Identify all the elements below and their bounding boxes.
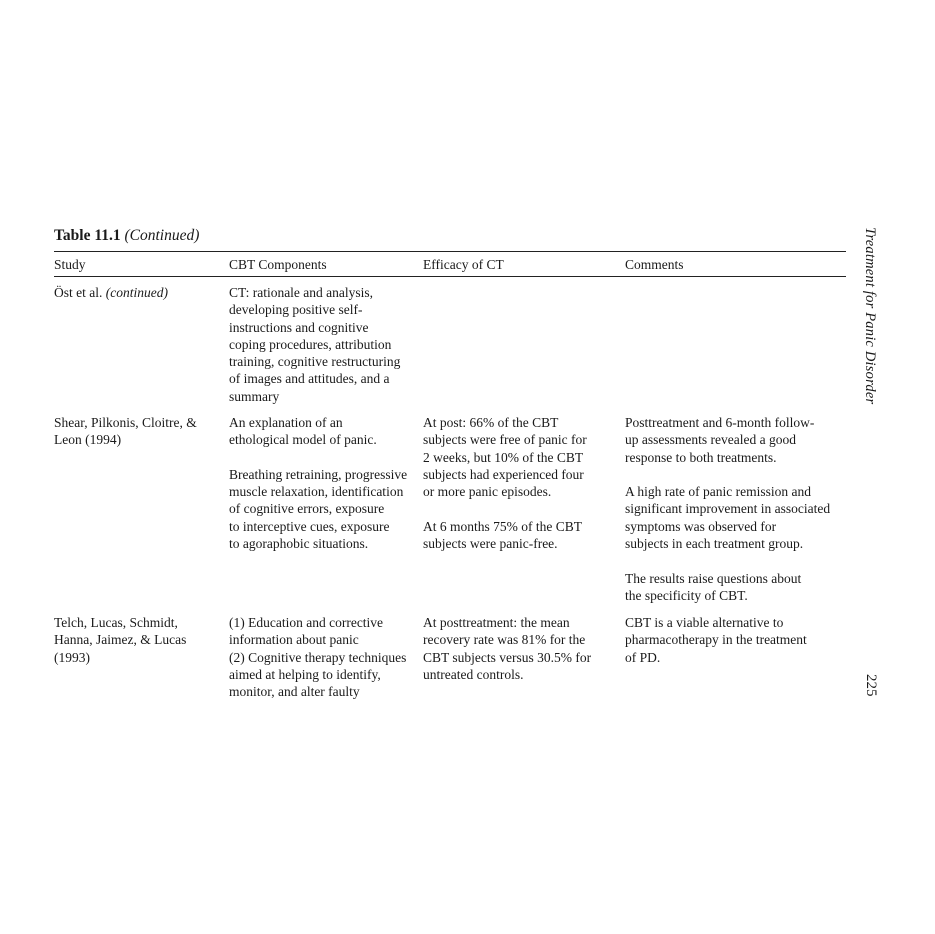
page-number: 225 xyxy=(863,674,879,697)
table-continued-note: (Continued) xyxy=(124,227,200,244)
paragraph-gap xyxy=(229,449,407,466)
row3-components xyxy=(229,614,406,700)
row3-comments-line: pharmacotherapy in the treatment xyxy=(625,632,807,648)
row2-components-line: to agoraphobic situations. xyxy=(229,536,369,552)
row2-comments-line: response to both treatments. xyxy=(625,449,777,465)
row1-components-line: instructions and cognitive xyxy=(229,319,369,335)
row2-comments-line: Posttreatment and 6-month follow- xyxy=(625,415,815,430)
row2-components-line: Breathing retraining, progressive xyxy=(229,466,408,482)
row2-efficacy-line: subjects were panic-free. xyxy=(423,536,558,552)
header-comments: Comments xyxy=(625,257,684,272)
row2-comments-line: A high rate of panic remission and xyxy=(625,484,811,500)
row2-efficacy-line: At 6 months 75% of the CBT xyxy=(423,518,582,534)
row2-components-line: ethological model of panic. xyxy=(229,432,377,448)
row2-comments-line: up assessments revealed a good xyxy=(625,432,796,448)
header-efficacy: Efficacy of CT xyxy=(423,257,504,272)
row2-comments-line: significant improvement in associated xyxy=(625,501,831,517)
row2-efficacy xyxy=(423,414,587,552)
row3-comments xyxy=(625,614,807,666)
paragraph-gap xyxy=(423,500,587,517)
row3-efficacy-line: untreated controls. xyxy=(423,666,524,682)
row2-components-line: An explanation of an xyxy=(229,415,343,430)
row3-efficacy-line: recovery rate was 81% for the xyxy=(423,632,586,648)
table-caption xyxy=(54,227,199,245)
row3-components-line: aimed at helping to identify, xyxy=(229,666,381,682)
row2-efficacy-line: subjects had experienced four xyxy=(423,466,584,482)
row3-components-line: information about panic xyxy=(229,632,359,648)
running-head: Treatment for Panic Disorder xyxy=(862,227,878,405)
row3-study xyxy=(54,614,186,666)
row2-components xyxy=(229,414,407,552)
row2-study xyxy=(54,414,197,449)
row3-components-line: (1) Education and corrective xyxy=(229,615,384,630)
header-study: Study xyxy=(54,257,86,272)
row2-components-line: to interceptive cues, exposure xyxy=(229,518,390,534)
row1-components-line: training, cognitive restructuring xyxy=(229,354,401,370)
row3-study-line: Telch, Lucas, Schmidt, xyxy=(54,615,178,630)
row3-components-line: monitor, and alter faulty xyxy=(229,684,360,700)
table-top-rule xyxy=(54,251,846,252)
row2-components-line: of cognitive errors, exposure xyxy=(229,501,385,517)
row3-comments-line: of PD. xyxy=(625,649,661,665)
paragraph-gap xyxy=(625,466,830,483)
row1-components-line: coping procedures, attribution xyxy=(229,336,392,352)
row1-components-line: summary xyxy=(229,388,280,404)
row2-components-line: muscle relaxation, identification xyxy=(229,484,404,500)
row1-components-line: developing positive self- xyxy=(229,302,363,318)
row3-efficacy-line: CBT subjects versus 30.5% for xyxy=(423,649,592,665)
row2-study-line: Leon (1994) xyxy=(54,432,122,448)
row3-study-line: Hanna, Jaimez, & Lucas xyxy=(54,632,187,648)
row3-components-line: (2) Cognitive therapy techniques xyxy=(229,649,407,665)
row2-comments-line: The results raise questions about xyxy=(625,570,802,586)
row2-comments-line: subjects in each treatment group. xyxy=(625,536,804,552)
row2-efficacy-line: 2 weeks, but 10% of the CBT xyxy=(423,449,584,465)
row2-study-line: Shear, Pilkonis, Cloitre, & xyxy=(54,415,197,430)
row1-components-line: of images and attitudes, and a xyxy=(229,371,390,387)
row2-efficacy-line: subjects were free of panic for xyxy=(423,432,587,448)
row3-study-line: (1993) xyxy=(54,649,90,665)
row3-comments-line: CBT is a viable alternative to xyxy=(625,615,784,630)
header-cbt-components: CBT Components xyxy=(229,257,327,272)
row2-comments-line: the specificity of CBT. xyxy=(625,587,748,603)
table-label: Table 11.1 xyxy=(54,227,121,244)
row1-study-name: Öst et al. xyxy=(54,285,103,300)
row2-efficacy-line: At post: 66% of the CBT xyxy=(423,415,559,430)
row2-comments xyxy=(625,414,830,604)
row1-study xyxy=(54,284,168,301)
paragraph-gap xyxy=(625,552,830,569)
row1-components xyxy=(229,284,400,405)
row2-efficacy-line: or more panic episodes. xyxy=(423,484,552,500)
row2-comments-line: symptoms was observed for xyxy=(625,518,777,534)
row1-study-note: (continued) xyxy=(105,285,168,300)
row3-efficacy xyxy=(423,614,591,683)
row1-components-line: CT: rationale and analysis, xyxy=(229,285,374,300)
row3-efficacy-line: At posttreatment: the mean xyxy=(423,615,570,630)
table-header-rule xyxy=(54,276,846,277)
